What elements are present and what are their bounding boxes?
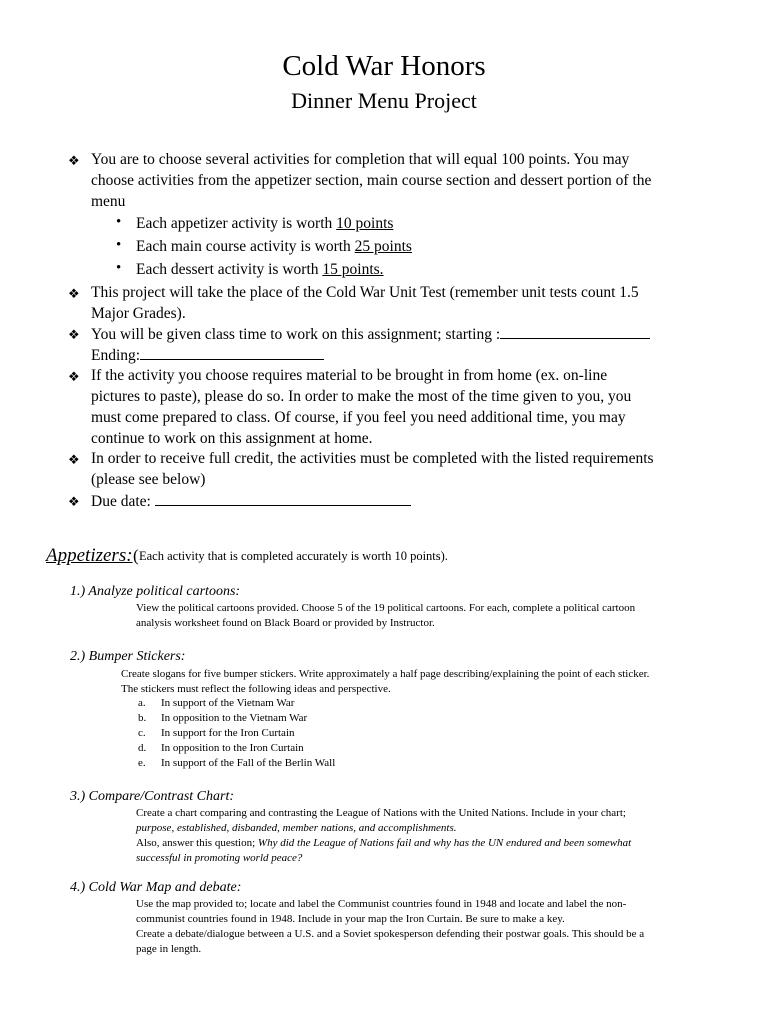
section-1-line-2: analysis worksheet found on Black Board or provided by Instructor. xyxy=(136,617,435,629)
sub-bullet-text: Each dessert activity is worth xyxy=(136,261,323,278)
appetizers-paren: ( xyxy=(133,546,139,565)
start-date-blank[interactable] xyxy=(500,324,650,339)
question-text: Why did the League of Nations fail and why has the UN endured and been somewhat xyxy=(257,837,632,849)
list-item: In support for the Iron Curtain xyxy=(161,727,295,739)
page-subtitle: Dinner Menu Project xyxy=(291,88,477,113)
diamond-bullet-icon: ❖ xyxy=(68,153,80,168)
section-1-line-1: View the political cartoons provided. Choose 5 of the 19 political cartoons. For each, complete a political cartoon xyxy=(136,602,636,614)
class-time-label: You will be given class time to work on this assignment; starting : xyxy=(91,326,501,343)
section-3-line-2: purpose, established, disbanded, member nations, and accomplishments. xyxy=(136,822,457,834)
bullet-4-line-4: continue to work on this assignment at home. xyxy=(91,430,373,447)
diamond-bullet-icon: ❖ xyxy=(68,494,80,509)
sub-bullet-text: Each main course activity is worth xyxy=(136,238,355,255)
sub-bullet-appetizer xyxy=(136,214,393,235)
sub-bullet-dessert xyxy=(136,260,384,281)
diamond-bullet-icon: ❖ xyxy=(68,369,80,384)
sub-bullet-main-course xyxy=(136,237,412,258)
appetizers-note: Each activity that is completed accurately is worth 10 points). xyxy=(139,549,448,563)
section-1-title: 1.) Analyze political cartoons: xyxy=(70,584,241,599)
page-title: Cold War Honors xyxy=(282,50,486,82)
section-3-line-4: successful in promoting world peace? xyxy=(136,852,303,864)
section-4-line-2: communist countries found in 1948. Include in your map the Iron Curtain. Be sure to make a key. xyxy=(136,913,565,925)
ending-label: Ending: xyxy=(91,347,141,364)
bullet-2-line-1: This project will take the place of the Cold War Unit Test (remember unit tests count 1.5 xyxy=(91,284,639,301)
list-item-letter: e. xyxy=(138,757,146,769)
bullet-5-line-1: In order to receive full credit, the activities must be completed with the listed requirements xyxy=(91,450,654,467)
round-bullet-icon: • xyxy=(116,260,122,276)
dessert-points: 15 points. xyxy=(322,261,384,278)
appetizers-heading: Appetizers: xyxy=(46,545,133,566)
bullet-3-line-1 xyxy=(91,324,650,346)
list-item-letter: a. xyxy=(138,697,146,709)
appetizer-points: 10 points xyxy=(336,215,394,232)
bullet-1-line-3: menu xyxy=(91,193,126,210)
section-4-title: 4.) Cold War Map and debate: xyxy=(70,880,242,895)
section-4-line-3: Create a debate/dialogue between a U.S. and a Soviet spokesperson defending their postwar goals. This should be a xyxy=(136,928,645,940)
list-item-letter: d. xyxy=(138,742,147,754)
bullet-3-line-2 xyxy=(91,345,324,367)
section-4-line-4: page in length. xyxy=(136,943,202,955)
bullet-1-line-1: You are to choose several activities for completion that will equal 100 points. You may xyxy=(91,151,630,168)
question-lead: Also, answer this question; xyxy=(136,837,258,849)
section-2-line-2: The stickers must reflect the following ideas and perspective. xyxy=(121,683,391,695)
section-2-title: 2.) Bumper Stickers: xyxy=(70,649,186,664)
sub-bullet-text: Each appetizer activity is worth xyxy=(136,215,337,232)
list-item: In opposition to the Iron Curtain xyxy=(161,742,304,754)
list-item-letter: c. xyxy=(138,727,146,739)
diamond-bullet-icon: ❖ xyxy=(68,286,80,301)
section-4-line-1: Use the map provided to; locate and label the Communist countries found in 1948 and locate and label the non- xyxy=(136,898,627,910)
due-date-line xyxy=(91,491,411,513)
main-course-points: 25 points xyxy=(354,238,412,255)
due-date-blank[interactable] xyxy=(155,491,411,506)
round-bullet-icon: • xyxy=(116,214,122,230)
section-3-line-1: Create a chart comparing and contrasting the League of Nations with the United Nations. Include in your chart; xyxy=(136,807,626,819)
diamond-bullet-icon: ❖ xyxy=(68,327,80,342)
round-bullet-icon: • xyxy=(116,237,122,253)
bullet-4-line-1: If the activity you choose requires material to be brought in from home (ex. on-line xyxy=(91,367,608,384)
bullet-1-line-2: choose activities from the appetizer section, main course section and dessert portion of the xyxy=(91,172,652,189)
list-item-letter: b. xyxy=(138,712,147,724)
list-item: In opposition to the Vietnam War xyxy=(161,712,308,724)
end-date-blank[interactable] xyxy=(140,345,324,360)
section-3-title: 3.) Compare/Contrast Chart: xyxy=(70,789,234,804)
bullet-4-line-2: pictures to paste), please do so. In order to make the most of the time given to you, you xyxy=(91,388,632,405)
list-item: In support of the Vietnam War xyxy=(161,697,295,709)
list-item: In support of the Fall of the Berlin Wall xyxy=(161,757,336,769)
diamond-bullet-icon: ❖ xyxy=(68,452,80,467)
section-2-line-1: Create slogans for five bumper stickers. Write approximately a half page describing/explaining the point of each sticker. xyxy=(121,668,650,680)
due-date-label: Due date: xyxy=(91,493,155,510)
bullet-5-line-2: (please see below) xyxy=(91,471,206,488)
bullet-2-line-2: Major Grades). xyxy=(91,305,186,322)
section-3-line-3 xyxy=(136,836,631,851)
bullet-4-line-3: must come prepared to class. Of course, if you feel you need additional time, you may xyxy=(91,409,626,426)
